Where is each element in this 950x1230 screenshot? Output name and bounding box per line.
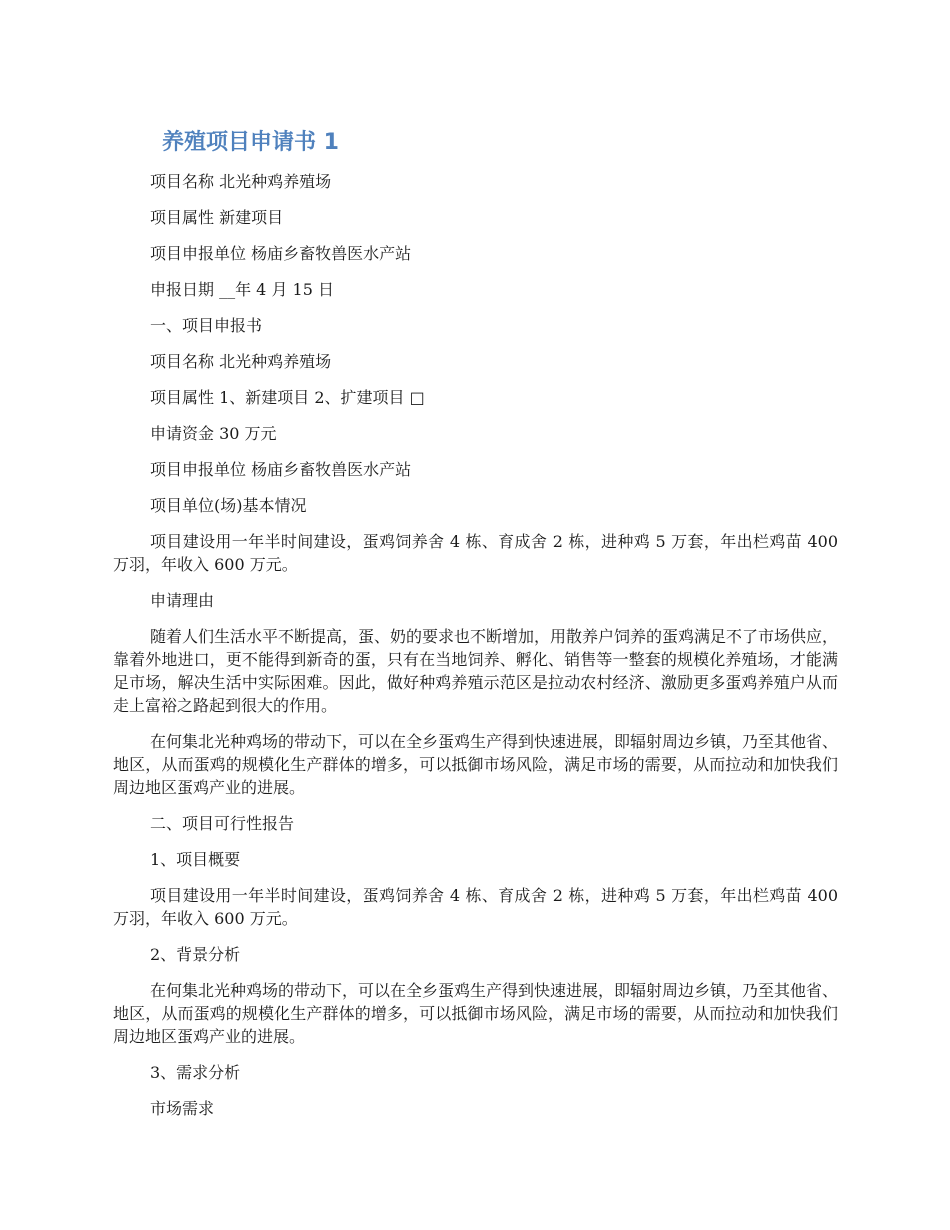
section-heading-1: 一、项目申报书 <box>150 316 263 335</box>
project-overview-heading: 1、项目概要 <box>150 850 241 869</box>
applicant-unit-line: 项目申报单位 杨庙乡畜牧兽医水产站 <box>150 244 412 263</box>
document-title: 养殖项目申请书 1 <box>162 130 339 155</box>
application-reason-heading: 申请理由 <box>150 591 215 610</box>
application-reason-paragraph-2: 在何集北光种鸡场的带动下，可以在全乡蛋鸡生产得到快速进展，即辐射周边乡镇，乃至其他省、地区，从而蛋鸡的规模化生产群体的增多，可以抵御市场风险，满足市场的需要，从而拉动和加快我们周边地区蛋鸡产业的进展。 <box>113 732 839 797</box>
background-analysis-paragraph: 在何集北光种鸡场的带动下，可以在全乡蛋鸡生产得到快速进展，即辐射周边乡镇，乃至其他省、地区，从而蛋鸡的规模化生产群体的增多，可以抵御市场风险，满足市场的需要，从而拉动和加快我们周边地区蛋鸡产业的进展。 <box>113 981 839 1046</box>
application-date-line: 申报日期 __年 4 月 15 日 <box>150 280 334 299</box>
project-attribute-options-line: 项目属性 1、新建项目 2、扩建项目 □ <box>150 388 425 407</box>
project-name-line: 项目名称 北光种鸡养殖场 <box>150 172 332 191</box>
market-demand-heading: 市场需求 <box>150 1099 215 1118</box>
requested-funds-line: 申请资金 30 万元 <box>150 424 277 443</box>
background-analysis-heading: 2、背景分析 <box>150 945 241 964</box>
unit-basic-info-heading: 项目单位(场)基本情况 <box>150 496 307 515</box>
section-heading-2: 二、项目可行性报告 <box>150 814 295 833</box>
applicant-unit-line-2: 项目申报单位 杨庙乡畜牧兽医水产站 <box>150 460 412 479</box>
project-attribute-line: 项目属性 新建项目 <box>150 208 284 227</box>
demand-analysis-heading: 3、需求分析 <box>150 1063 241 1082</box>
unit-basic-info-paragraph: 项目建设用一年半时间建设，蛋鸡饲养舍 4 栋、育成舍 2 栋，进种鸡 5 万套，年出栏鸡苗 400 万羽，年收入 600 万元。 <box>113 532 838 574</box>
project-overview-paragraph: 项目建设用一年半时间建设，蛋鸡饲养舍 4 栋、育成舍 2 栋，进种鸡 5 万套，年出栏鸡苗 400 万羽，年收入 600 万元。 <box>113 886 838 928</box>
document-body <box>113 170 838 1133</box>
project-name-line-2: 项目名称 北光种鸡养殖场 <box>150 352 332 371</box>
application-reason-paragraph-1: 随着人们生活水平不断提高，蛋、奶的要求也不断增加，用散养户饲养的蛋鸡满足不了市场供应，靠着外地进口，更不能得到新奇的蛋，只有在当地饲养、孵化、销售等一整套的规模化养殖场，才能满足市场，解决生活中实际困难。因此，做好种鸡养殖示范区是拉动农村经济、激励更多蛋鸡养殖户从而走上富裕之路起到很大的作用。 <box>113 627 839 715</box>
